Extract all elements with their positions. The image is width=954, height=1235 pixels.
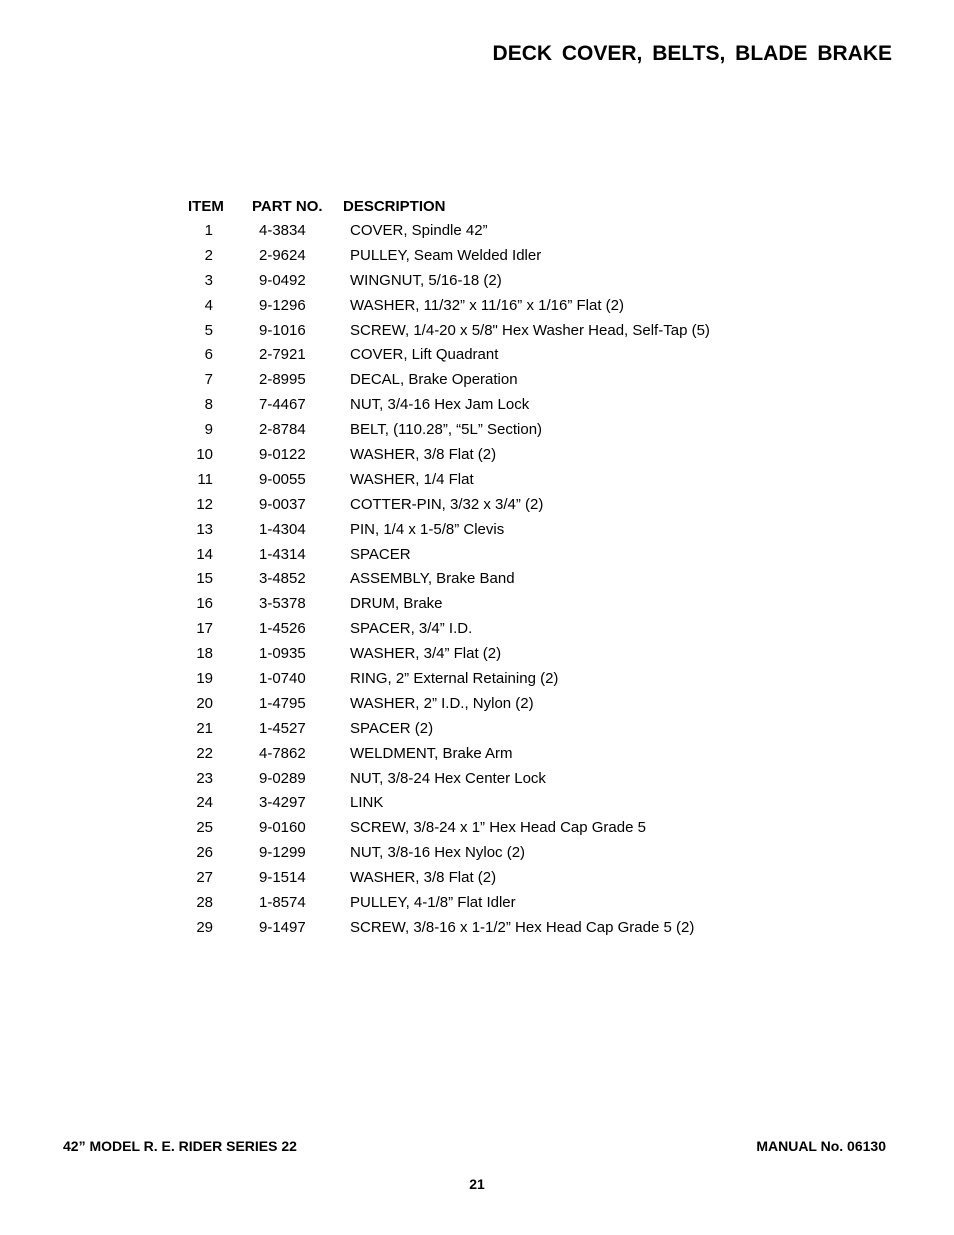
table-row <box>180 592 780 617</box>
table-row <box>180 368 780 393</box>
row-description: WASHER, 3/4” Flat (2) <box>350 645 502 663</box>
table-row <box>180 891 780 916</box>
row-item-number: 9 <box>204 421 213 439</box>
row-description: SCREW, 3/8-16 x 1-1/2” Hex Head Cap Grade 5 (2) <box>350 918 695 936</box>
row-part-number: 9-1514 <box>259 869 306 887</box>
table-row <box>180 866 780 891</box>
row-description: WINGNUT, 5/16-18 (2) <box>350 271 502 289</box>
row-description: SPACER <box>350 545 411 563</box>
row-part-number: 3-5378 <box>259 595 306 613</box>
table-row <box>180 841 780 866</box>
row-part-number: 7-4467 <box>259 396 306 414</box>
table-row <box>180 518 780 543</box>
row-item-number: 18 <box>196 645 213 663</box>
row-item-number: 26 <box>196 844 213 862</box>
row-item-number: 19 <box>196 670 213 688</box>
row-description: NUT, 3/4-16 Hex Jam Lock <box>350 396 530 414</box>
row-item-number: 21 <box>196 719 213 737</box>
table-row <box>180 692 780 717</box>
table-row <box>180 767 780 792</box>
row-item-number: 12 <box>196 495 213 513</box>
table-body <box>180 219 780 941</box>
row-part-number: 9-0055 <box>259 470 306 488</box>
table-row <box>180 816 780 841</box>
row-item-number: 28 <box>196 894 213 912</box>
table-row <box>180 617 780 642</box>
row-part-number: 9-1016 <box>259 321 306 339</box>
header-part-no: PART NO. <box>252 198 323 215</box>
header-description: DESCRIPTION <box>343 198 446 215</box>
table-row <box>180 567 780 592</box>
row-part-number: 4-7862 <box>259 744 306 762</box>
row-item-number: 6 <box>204 346 213 364</box>
row-item-number: 22 <box>196 744 213 762</box>
row-description: WELDMENT, Brake Arm <box>350 744 513 762</box>
row-part-number: 1-4795 <box>259 694 306 712</box>
row-description: SCREW, 1/4-20 x 5/8" Hex Washer Head, Self-Tap (5) <box>350 321 710 339</box>
row-item-number: 7 <box>204 371 213 389</box>
table-row <box>180 642 780 667</box>
row-description: BELT, (110.28”, “5L” Section) <box>350 421 543 439</box>
table-row <box>180 418 780 443</box>
table-header-row <box>180 195 780 219</box>
row-item-number: 4 <box>204 296 213 314</box>
table-row <box>180 269 780 294</box>
table-row <box>180 219 780 244</box>
table-row <box>180 493 780 518</box>
row-part-number: 1-4314 <box>259 545 306 563</box>
row-description: PULLEY, 4-1/8” Flat Idler <box>350 894 516 912</box>
row-description: RING, 2” External Retaining (2) <box>350 670 559 688</box>
row-part-number: 9-1299 <box>259 844 306 862</box>
row-part-number: 2-7921 <box>259 346 306 364</box>
row-part-number: 9-0037 <box>259 495 306 513</box>
header-item: ITEM <box>188 198 224 215</box>
row-item-number: 3 <box>204 271 213 289</box>
row-description: ASSEMBLY, Brake Band <box>350 570 515 588</box>
row-part-number: 1-4304 <box>259 520 306 538</box>
row-item-number: 2 <box>204 246 213 264</box>
row-description: SPACER (2) <box>350 719 434 737</box>
row-description: LINK <box>350 794 384 812</box>
row-item-number: 27 <box>196 869 213 887</box>
row-part-number: 2-9624 <box>259 246 306 264</box>
row-item-number: 17 <box>196 620 213 638</box>
row-description: SCREW, 3/8-24 x 1” Hex Head Cap Grade 5 <box>350 819 646 837</box>
row-part-number: 4-3834 <box>259 222 306 239</box>
row-part-number: 1-0935 <box>259 645 306 663</box>
table-row <box>180 294 780 319</box>
table-row <box>180 319 780 344</box>
row-part-number: 3-4297 <box>259 794 306 812</box>
table-row <box>180 791 780 816</box>
row-item-number: 11 <box>197 470 213 488</box>
row-description: DECAL, Brake Operation <box>350 371 518 389</box>
row-part-number: 3-4852 <box>259 570 306 588</box>
row-item-number: 23 <box>196 769 213 787</box>
footer-manual-number: MANUAL No. 06130 <box>756 1138 886 1154</box>
table-row <box>180 916 780 941</box>
row-part-number: 9-0289 <box>259 769 306 787</box>
row-part-number: 9-1296 <box>259 296 306 314</box>
row-description: PIN, 1/4 x 1-5/8” Clevis <box>350 520 505 538</box>
row-item-number: 5 <box>204 321 213 339</box>
row-description: DRUM, Brake <box>350 595 443 613</box>
row-description: NUT, 3/8-24 Hex Center Lock <box>350 769 546 787</box>
row-item-number: 10 <box>196 446 213 464</box>
row-item-number: 29 <box>196 918 213 936</box>
row-part-number: 9-1497 <box>259 918 306 936</box>
row-item-number: 1 <box>204 222 213 239</box>
row-part-number: 9-0122 <box>259 446 306 464</box>
table-row <box>180 667 780 692</box>
table-row <box>180 343 780 368</box>
row-description: WASHER, 1/4 Flat <box>350 470 474 488</box>
table-row <box>180 393 780 418</box>
row-item-number: 25 <box>196 819 213 837</box>
row-description: WASHER, 3/8 Flat (2) <box>350 446 497 464</box>
row-part-number: 1-0740 <box>259 670 306 688</box>
row-item-number: 15 <box>196 570 213 588</box>
row-part-number: 2-8784 <box>259 421 306 439</box>
table-row <box>180 717 780 742</box>
row-description: WASHER, 11/32” x 11/16” x 1/16” Flat (2) <box>350 296 624 314</box>
row-description: WASHER, 2” I.D., Nylon (2) <box>350 694 534 712</box>
parts-table <box>180 195 780 941</box>
footer-model: 42” MODEL R. E. RIDER SERIES 22 <box>63 1138 297 1154</box>
row-part-number: 2-8995 <box>259 371 306 389</box>
page-title: DECK COVER, BELTS, BLADE BRAKE <box>492 42 892 65</box>
row-item-number: 24 <box>196 794 213 812</box>
row-part-number: 1-4526 <box>259 620 306 638</box>
row-description: COVER, Lift Quadrant <box>350 346 499 364</box>
row-part-number: 9-0492 <box>259 271 306 289</box>
table-row <box>180 244 780 269</box>
table-row <box>180 468 780 493</box>
row-item-number: 14 <box>196 545 213 563</box>
table-row <box>180 742 780 767</box>
row-item-number: 16 <box>196 595 213 613</box>
table-row <box>180 543 780 568</box>
row-item-number: 8 <box>204 396 213 414</box>
row-part-number: 1-4527 <box>259 719 306 737</box>
page-number: 21 <box>469 1176 485 1192</box>
row-description: NUT, 3/8-16 Hex Nyloc (2) <box>350 844 526 862</box>
row-item-number: 13 <box>196 520 213 538</box>
table-row <box>180 443 780 468</box>
row-part-number: 1-8574 <box>259 894 306 912</box>
row-item-number: 20 <box>196 694 213 712</box>
row-description: COVER, Spindle 42” <box>350 222 488 239</box>
row-part-number: 9-0160 <box>259 819 306 837</box>
row-description: PULLEY, Seam Welded Idler <box>350 246 542 264</box>
row-description: WASHER, 3/8 Flat (2) <box>350 869 497 887</box>
row-description: COTTER-PIN, 3/32 x 3/4” (2) <box>350 495 544 513</box>
row-description: SPACER, 3/4” I.D. <box>350 620 473 638</box>
